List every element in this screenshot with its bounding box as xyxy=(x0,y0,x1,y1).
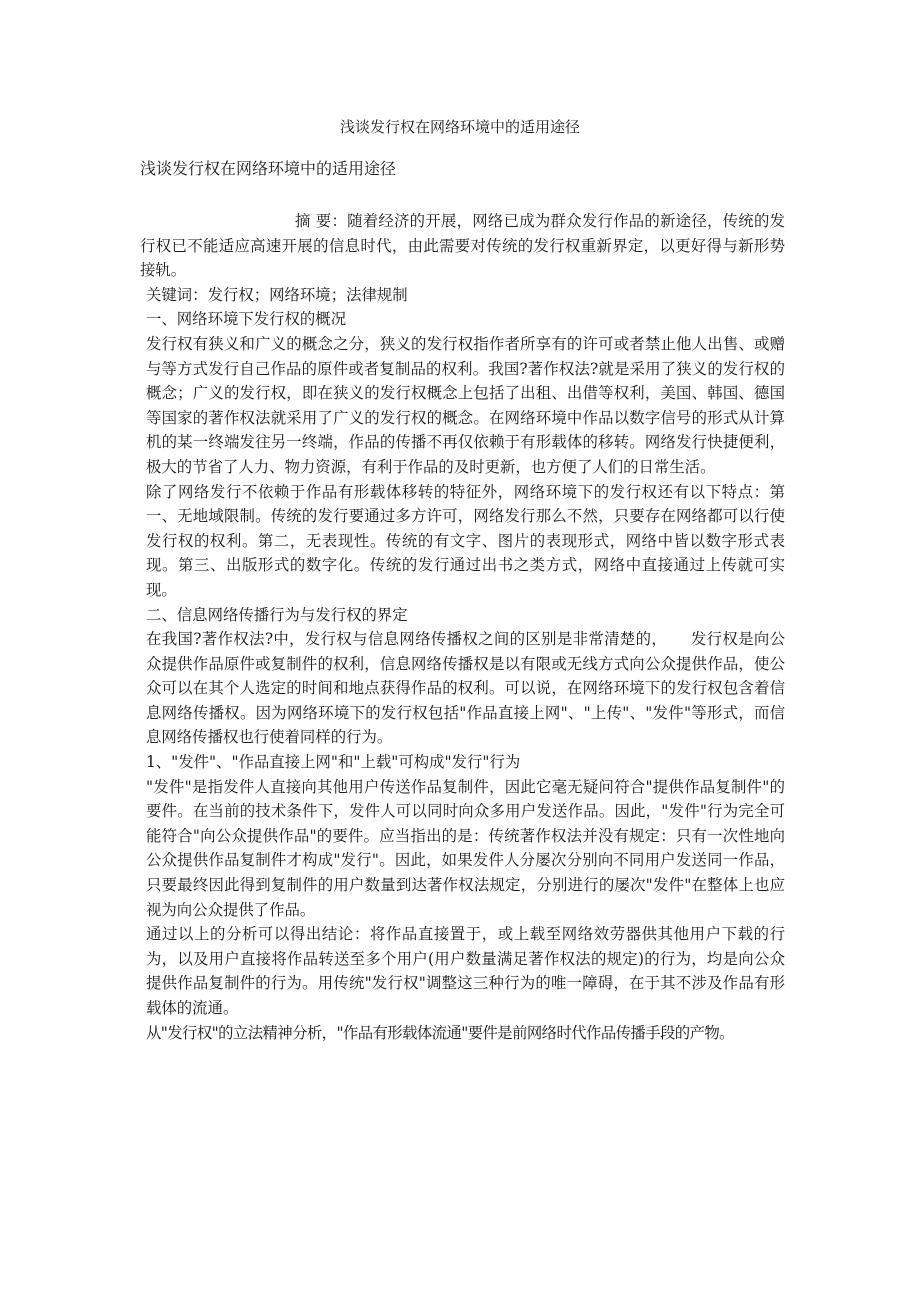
document-subtitle: 浅谈发行权在网络环境中的适用途径 xyxy=(140,159,397,178)
section-2-paragraph-1: 在我国?著作权法?中，发行权与信息网络传播权之间的区别是非常清楚的， 发行权是向公众提供作品原件或复制件的权利，信息网络传播权是以有限或无线方式向公众提供作品，使公众可以在其个人选定的时间和地点获得作品的权利。可以说，在网络环境下的发行权包含着信息网络传播权。因为网络环境下的发行权包括"作品直接上网"、"上传"、"发件"等形式，而信息网络传播权也行使着同样的行为。 xyxy=(146,630,785,747)
keywords-line: 关键词：发行权；网络环境；法律规制 xyxy=(146,285,408,304)
document-title: 浅谈发行权在网络环境中的适用途径 xyxy=(339,118,580,136)
subsection-1-paragraph-1: "发件"是指发件人直接向其他用户传送作品复制件，因此它毫无疑问符合"提供作品复制件"的要件。在当前的技术条件下，发件人可以同时向众多用户发送作品。因此，"发件"行为完全可能符合"向公众提供作品"的要件。应当指出的是：传统著作权法并没有规定：只有一次性地向公众提供作品复制件才构成"发行"。因此，如果发件人分屡次分别向不同用户发送同一作品，只要最终因此得到复制件的用户数量到达著作权法规定，分别进行的屡次"发件"在整体上也应视为向公众提供了作品。 xyxy=(146,777,785,919)
subsection-1-heading: 1、"发件"、"作品直接上网"和"上载"可构成"发行"行为 xyxy=(146,753,521,772)
subsection-1-paragraph-3: 从"发行权"的立法精神分析，"作品有形载体流通"要件是前网络时代作品传播手段的产物。 xyxy=(146,1023,734,1042)
section-2-heading: 二、信息网络传播行为与发行权的界定 xyxy=(146,605,408,624)
section-1-heading: 一、网络环境下发行权的概况 xyxy=(146,310,347,329)
section-1-paragraph-1: 发行权有狭义和广义的概念之分，狭义的发行权指作者所享有的许可或者禁止他人出售、或赠与等方式发行自己作品的原件或者复制品的权利。我国?著作权法?就是采用了狭义的发行权的概念；广义的发行权，即在狭义的发行权概念上包括了出租、出借等权利，美国、韩国、德国等国家的著作权法就采用了广义的发行权的概念。在网络环境中作品以数字信号的形式从计算机的某一终端发往另一终端，作品的传播不再仅依赖于有形载体的移转。网络发行快捷便利，极大的节省了人力、物力资源，有利于作品的及时更新，也方便了人们的日常生活。 xyxy=(146,334,785,476)
section-1-paragraph-2: 除了网络发行不依赖于作品有形载体移转的特征外，网络环境下的发行权还有以下特点：第一、无地域限制。传统的发行要通过多方许可，网络发行那么不然，只要存在网络都可以行使发行权的权利。第二，无表现性。传统的有文字、图片的表现形式，网络中皆以数字形式表现。第三、出版形式的数字化。传统的发行通过出书之类方式，网络中直接通过上传就可实现。 xyxy=(146,482,785,599)
subsection-1-paragraph-2: 通过以上的分析可以得出结论：将作品直接置于，或上载至网络效劳器供其他用户下载的行为，以及用户直接将作品转送至多个用户(用户数量满足著作权法的规定)的行为，均是向公众提供作品复制件的行为。用传统"发行权"调整这三种行为的唯一障碍，在于其不涉及作品有形载体的流通。 xyxy=(146,925,785,1017)
abstract-paragraph: 摘 要：随着经济的开展，网络已成为群众发行作品的新途径，传统的发行权已不能适应高速开展的信息时代，由此需要对传统的发行权重新界定，以更好得与新形势接轨。 xyxy=(140,212,785,280)
document-body xyxy=(140,209,785,1045)
